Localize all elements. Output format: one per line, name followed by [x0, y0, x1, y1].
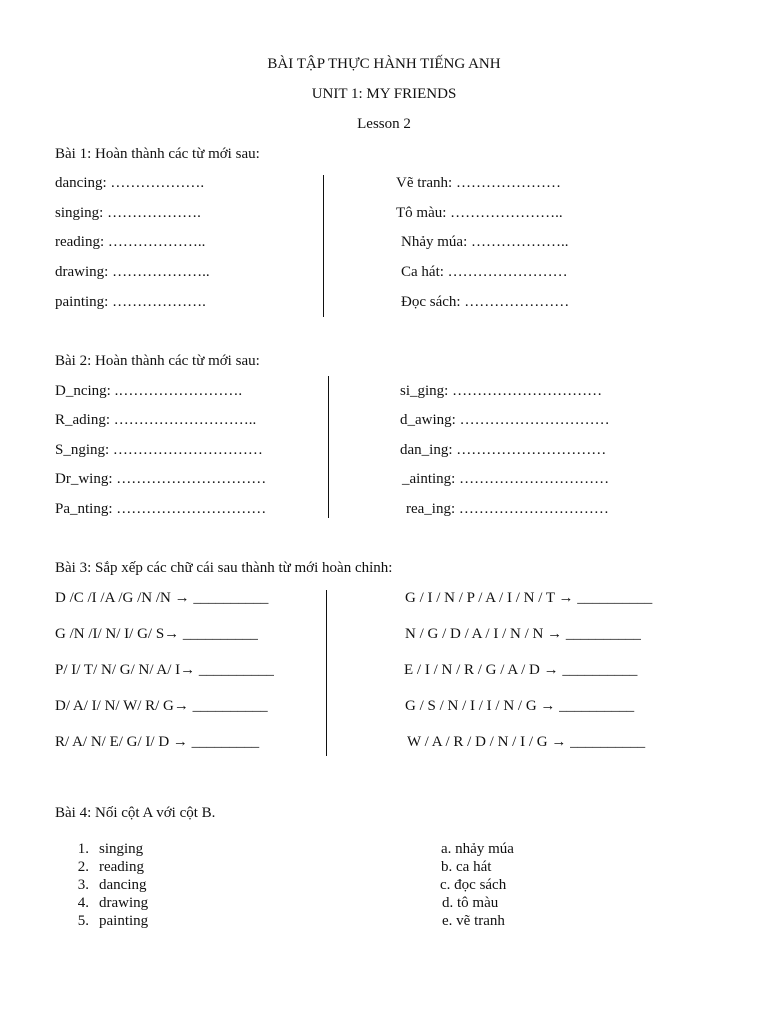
list-number: 5. — [77, 913, 89, 929]
exercise-3-divider — [326, 590, 327, 756]
exercise-2-right-item: si_ging: ………………………… — [400, 383, 603, 399]
exercise-2-left-item: R_ading: ……………………….. — [55, 412, 257, 428]
column-a-word: painting — [99, 913, 149, 929]
exercise-3-left-item: P/ I/ T/ N/ G/ N/ A/ I→ __________ — [55, 662, 274, 678]
exercise-2-left-item: Dr_wing: ………………………… — [55, 471, 267, 487]
exercise-1-left-item: reading: ……………….. — [55, 234, 206, 250]
exercise-3-heading: Bài 3: Sắp xếp các chữ cái sau thành từ mới hoàn chỉnh: — [55, 560, 393, 576]
column-a-word: singing — [99, 841, 144, 857]
exercise-1-left-item: drawing: ……………….. — [55, 264, 210, 280]
exercise-2-left-item: D_ncing: .……………………. — [55, 383, 243, 399]
exercise-2-divider — [328, 376, 329, 518]
exercise-1-left-item: singing: ………………. — [55, 205, 201, 221]
exercise-2-left-item: S_nging: ………………………… — [55, 442, 263, 458]
list-number: 3. — [77, 877, 89, 893]
exercise-3-left-item: D /C /I /A /G /N /N → __________ — [55, 590, 269, 606]
exercise-1-left-item: painting: ………………. — [55, 294, 206, 310]
exercise-1-right-item: Nhảy múa: ……………….. — [401, 234, 569, 250]
column-b-item: d. tô màu — [442, 895, 499, 911]
exercise-1-heading: Bài 1: Hoàn thành các từ mới sau: — [55, 146, 260, 162]
column-a-word: reading — [99, 859, 144, 875]
exercise-1-right-item: Tô màu: ………………….. — [396, 205, 563, 221]
column-b-item: e. vẽ tranh — [442, 913, 505, 929]
exercise-3-right-item: N / G / D / A / I / N / N → __________ — [405, 626, 641, 642]
exercise-3-left-item: R/ A/ N/ E/ G/ I/ D → _________ — [55, 734, 260, 750]
exercise-3-right-item: G / I / N / P / A / I / N / T → __________ — [405, 590, 653, 606]
exercise-3-right-item: W / A / R / D / N / I / G → __________ — [407, 734, 646, 750]
exercise-2-left-item: Pa_nting: ………………………… — [55, 501, 267, 517]
exercise-2-right-item: rea_ing: ………………………… — [406, 501, 609, 517]
exercise-4-heading: Bài 4: Nối cột A với cột B. — [55, 805, 216, 821]
exercise-1-right-item: Đọc sách: ………………… — [401, 294, 570, 310]
exercise-1-right-item: Vẽ tranh: ………………… — [396, 175, 561, 191]
exercise-2-heading: Bài 2: Hoàn thành các từ mới sau: — [55, 353, 260, 369]
list-number: 2. — [77, 859, 89, 875]
column-a-word: drawing — [99, 895, 149, 911]
column-a-word: dancing — [99, 877, 147, 893]
exercise-3-left-item: G /N /I/ N/ I/ G/ S→ __________ — [55, 626, 258, 642]
exercise-2-right-item: d_awing: ………………………… — [400, 412, 610, 428]
exercise-2-right-item: dan_ing: ………………………… — [400, 442, 607, 458]
unit-title: UNIT 1: MY FRIENDS — [311, 86, 457, 102]
exercise-3-left-item: D/ A/ I/ N/ W/ R/ G→ __________ — [55, 698, 268, 714]
exercise-1-divider — [323, 175, 324, 317]
worksheet-title: BÀI TẬP THỰC HÀNH TIẾNG ANH — [267, 56, 501, 72]
exercise-3-right-item: E / I / N / R / G / A / D → __________ — [404, 662, 638, 678]
list-number: 4. — [77, 895, 89, 911]
exercise-3-right-item: G / S / N / I / I / N / G → __________ — [405, 698, 635, 714]
column-b-item: c. đọc sách — [440, 877, 507, 893]
column-b-item: a. nhảy múa — [441, 841, 514, 857]
list-number: 1. — [77, 841, 89, 857]
exercise-1-right-item: Ca hát: …………………… — [401, 264, 568, 280]
exercise-2-right-item: _ainting: ………………………… — [402, 471, 610, 487]
lesson-title: Lesson 2 — [357, 116, 411, 132]
exercise-1-left-item: dancing: ………………. — [55, 175, 205, 191]
column-b-item: b. ca hát — [441, 859, 492, 875]
